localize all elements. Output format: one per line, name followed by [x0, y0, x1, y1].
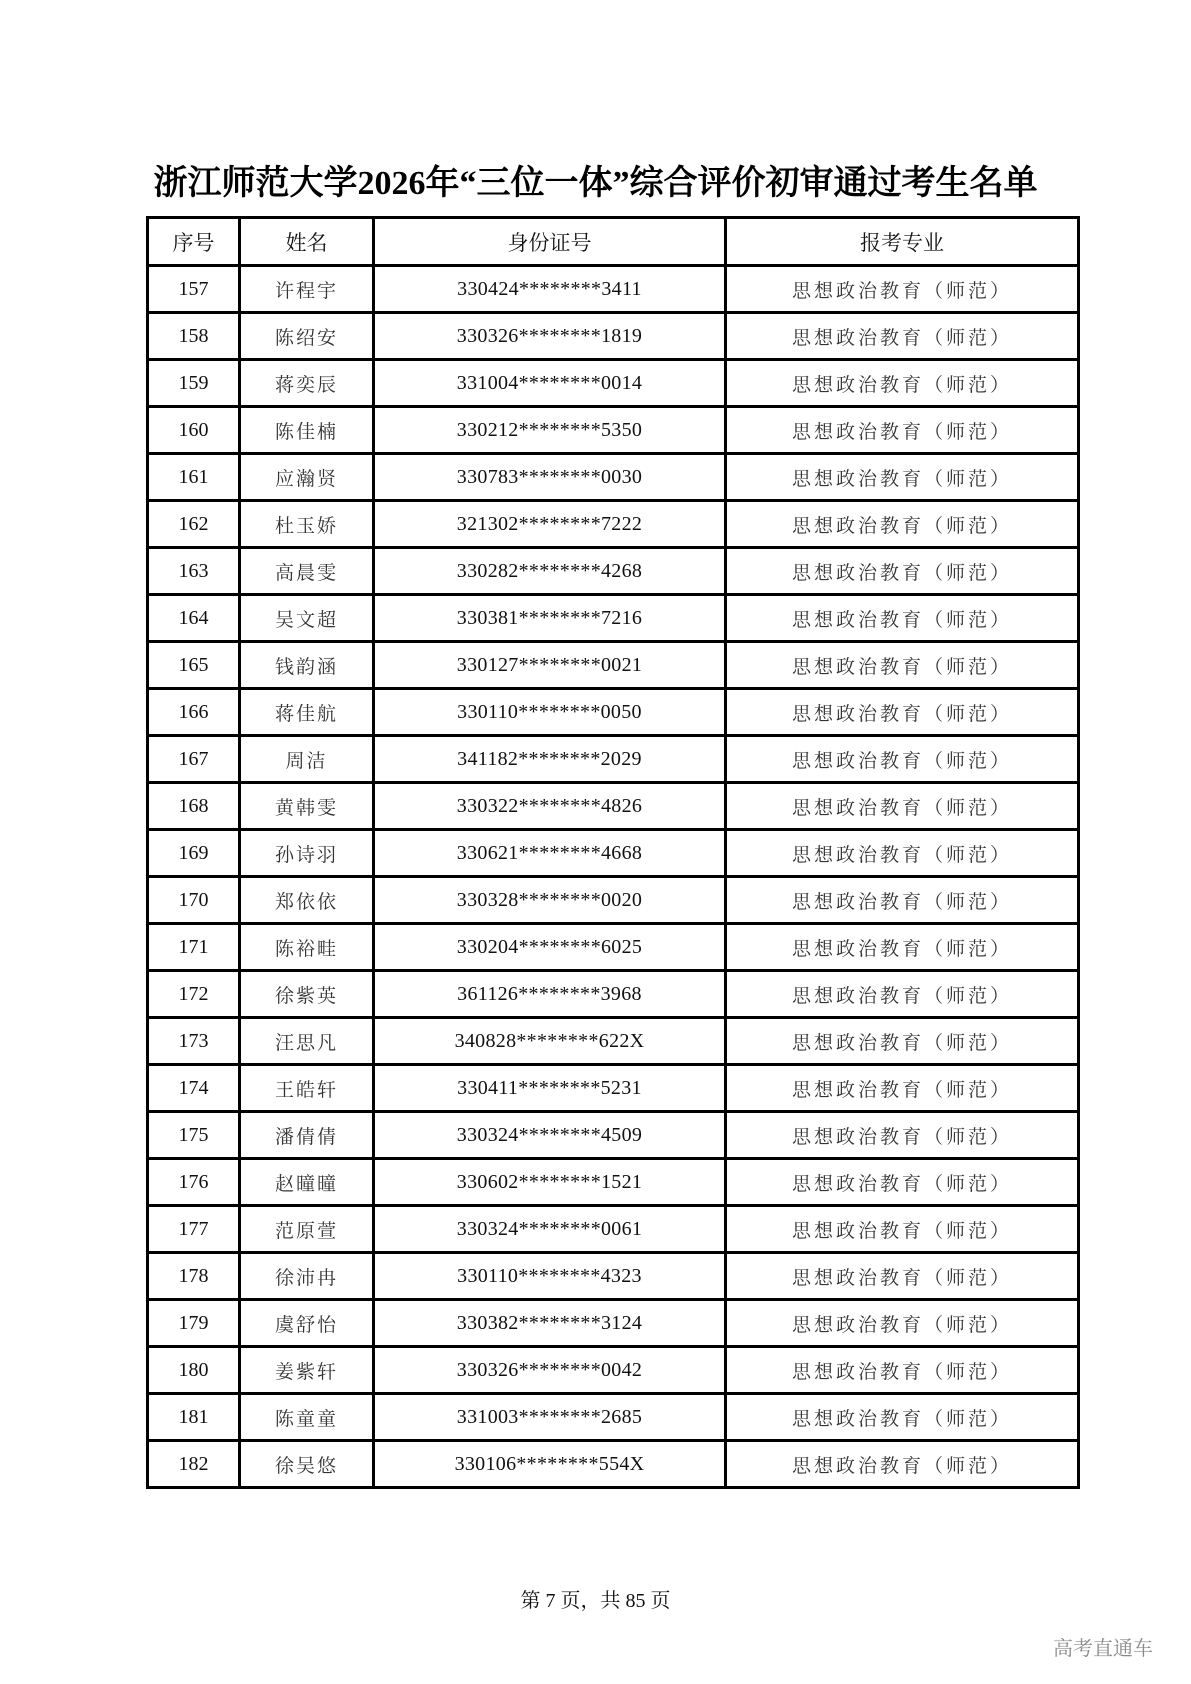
- row-seq: 164: [148, 595, 240, 642]
- table-row: [148, 1065, 1079, 1112]
- table-row: [148, 266, 1079, 313]
- table-row: [148, 1253, 1079, 1300]
- row-seq: 160: [148, 407, 240, 454]
- table-row: [148, 1300, 1079, 1347]
- row-major: 思想政治教育（师范）: [726, 1065, 1079, 1112]
- row-name: 徐吴悠: [240, 1441, 374, 1488]
- header-name: 姓名: [240, 218, 374, 266]
- row-major: 思想政治教育（师范）: [726, 1112, 1079, 1159]
- row-major: 思想政治教育（师范）: [726, 454, 1079, 501]
- row-name: 吴文超: [240, 595, 374, 642]
- row-name: 王皓轩: [240, 1065, 374, 1112]
- table-row: [148, 877, 1079, 924]
- row-major: 思想政治教育（师范）: [726, 407, 1079, 454]
- row-seq: 159: [148, 360, 240, 407]
- row-major: 思想政治教育（师范）: [726, 1394, 1079, 1441]
- row-seq: 178: [148, 1253, 240, 1300]
- row-seq: 158: [148, 313, 240, 360]
- row-major: 思想政治教育（师范）: [726, 783, 1079, 830]
- row-name: 孙诗羽: [240, 830, 374, 877]
- row-major: 思想政治教育（师范）: [726, 736, 1079, 783]
- row-id-number: 330328********0020: [374, 877, 726, 924]
- row-seq: 172: [148, 971, 240, 1018]
- table-row: [148, 1112, 1079, 1159]
- table-row: [148, 830, 1079, 877]
- table-row: [148, 454, 1079, 501]
- row-name: 许程宇: [240, 266, 374, 313]
- row-id-number: 321302********7222: [374, 501, 726, 548]
- row-seq: 175: [148, 1112, 240, 1159]
- row-name: 蒋奕辰: [240, 360, 374, 407]
- row-id-number: 330212********5350: [374, 407, 726, 454]
- row-major: 思想政治教育（师范）: [726, 830, 1079, 877]
- table-row: [148, 689, 1079, 736]
- row-major: 思想政治教育（师范）: [726, 360, 1079, 407]
- row-major: 思想政治教育（师范）: [726, 689, 1079, 736]
- row-major: 思想政治教育（师范）: [726, 1018, 1079, 1065]
- row-id-number: 361126********3968: [374, 971, 726, 1018]
- row-id-number: 330106********554X: [374, 1441, 726, 1488]
- table-row: [148, 1441, 1079, 1488]
- row-major: 思想政治教育（师范）: [726, 642, 1079, 689]
- row-id-number: 330602********1521: [374, 1159, 726, 1206]
- row-major: 思想政治教育（师范）: [726, 313, 1079, 360]
- row-name: 陈佳楠: [240, 407, 374, 454]
- row-id-number: 330324********4509: [374, 1112, 726, 1159]
- row-name: 潘倩倩: [240, 1112, 374, 1159]
- header-id-number: 身份证号: [374, 218, 726, 266]
- table-header-row: [148, 218, 1079, 266]
- row-id-number: 330783********0030: [374, 454, 726, 501]
- table-row: [148, 501, 1079, 548]
- row-seq: 162: [148, 501, 240, 548]
- row-name: 汪思凡: [240, 1018, 374, 1065]
- row-id-number: 341182********2029: [374, 736, 726, 783]
- row-seq: 173: [148, 1018, 240, 1065]
- row-seq: 168: [148, 783, 240, 830]
- row-id-number: 330381********7216: [374, 595, 726, 642]
- row-seq: 177: [148, 1206, 240, 1253]
- row-seq: 163: [148, 548, 240, 595]
- row-major: 思想政治教育（师范）: [726, 924, 1079, 971]
- table-row: [148, 736, 1079, 783]
- row-name: 钱韵涵: [240, 642, 374, 689]
- table-row: [148, 971, 1079, 1018]
- row-name: 郑依依: [240, 877, 374, 924]
- page-title: 浙江师范大学2026年“三位一体”综合评价初审通过考生名单: [153, 165, 1038, 202]
- watermark: 高考直通车: [1053, 1636, 1153, 1660]
- row-major: 思想政治教育（师范）: [726, 1347, 1079, 1394]
- row-major: 思想政治教育（师范）: [726, 1300, 1079, 1347]
- row-seq: 166: [148, 689, 240, 736]
- header-major: 报考专业: [726, 218, 1079, 266]
- row-seq: 161: [148, 454, 240, 501]
- row-id-number: 330204********6025: [374, 924, 726, 971]
- row-id-number: 340828********622X: [374, 1018, 726, 1065]
- table-row: [148, 1347, 1079, 1394]
- row-name: 应瀚贤: [240, 454, 374, 501]
- row-id-number: 330322********4826: [374, 783, 726, 830]
- header-seq: 序号: [148, 218, 240, 266]
- table-row: [148, 1018, 1079, 1065]
- row-major: 思想政治教育（师范）: [726, 971, 1079, 1018]
- row-name: 范原萱: [240, 1206, 374, 1253]
- row-name: 姜紫轩: [240, 1347, 374, 1394]
- row-seq: 157: [148, 266, 240, 313]
- page-number: 第 7 页，共 85 页: [520, 1590, 671, 1612]
- table-row: [148, 642, 1079, 689]
- table-row: [148, 1394, 1079, 1441]
- row-major: 思想政治教育（师范）: [726, 877, 1079, 924]
- table-row: [148, 360, 1079, 407]
- row-major: 思想政治教育（师范）: [726, 1441, 1079, 1488]
- row-seq: 174: [148, 1065, 240, 1112]
- row-major: 思想政治教育（师范）: [726, 1253, 1079, 1300]
- row-name: 杜玉娇: [240, 501, 374, 548]
- row-id-number: 330110********4323: [374, 1253, 726, 1300]
- row-id-number: 330127********0021: [374, 642, 726, 689]
- row-id-number: 330324********0061: [374, 1206, 726, 1253]
- row-major: 思想政治教育（师范）: [726, 1159, 1079, 1206]
- row-id-number: 330110********0050: [374, 689, 726, 736]
- table-row: [148, 595, 1079, 642]
- row-id-number: 330424********3411: [374, 266, 726, 313]
- row-major: 思想政治教育（师范）: [726, 266, 1079, 313]
- row-seq: 169: [148, 830, 240, 877]
- row-id-number: 330326********0042: [374, 1347, 726, 1394]
- row-seq: 179: [148, 1300, 240, 1347]
- row-seq: 170: [148, 877, 240, 924]
- table-row: [148, 924, 1079, 971]
- row-name: 徐紫英: [240, 971, 374, 1018]
- row-id-number: 330382********3124: [374, 1300, 726, 1347]
- table-row: [148, 1206, 1079, 1253]
- row-name: 黄韩雯: [240, 783, 374, 830]
- row-name: 虞舒怡: [240, 1300, 374, 1347]
- row-major: 思想政治教育（师范）: [726, 1206, 1079, 1253]
- row-name: 陈童童: [240, 1394, 374, 1441]
- row-id-number: 330282********4268: [374, 548, 726, 595]
- table-row: [148, 1159, 1079, 1206]
- row-major: 思想政治教育（师范）: [726, 501, 1079, 548]
- row-seq: 181: [148, 1394, 240, 1441]
- table-row: [148, 313, 1079, 360]
- row-seq: 165: [148, 642, 240, 689]
- row-seq: 180: [148, 1347, 240, 1394]
- row-id-number: 330411********5231: [374, 1065, 726, 1112]
- row-id-number: 331004********0014: [374, 360, 726, 407]
- candidate-table: [146, 216, 1080, 1489]
- row-seq: 171: [148, 924, 240, 971]
- row-major: 思想政治教育（师范）: [726, 548, 1079, 595]
- row-name: 陈裕畦: [240, 924, 374, 971]
- row-id-number: 330326********1819: [374, 313, 726, 360]
- row-name: 高晨雯: [240, 548, 374, 595]
- row-id-number: 330621********4668: [374, 830, 726, 877]
- row-id-number: 331003********2685: [374, 1394, 726, 1441]
- row-seq: 176: [148, 1159, 240, 1206]
- row-name: 赵曈曈: [240, 1159, 374, 1206]
- table-row: [148, 407, 1079, 454]
- row-major: 思想政治教育（师范）: [726, 595, 1079, 642]
- table-row: [148, 783, 1079, 830]
- row-name: 周洁: [240, 736, 374, 783]
- row-name: 徐沛冉: [240, 1253, 374, 1300]
- row-name: 陈绍安: [240, 313, 374, 360]
- row-name: 蒋佳航: [240, 689, 374, 736]
- row-seq: 167: [148, 736, 240, 783]
- row-seq: 182: [148, 1441, 240, 1488]
- table-row: [148, 548, 1079, 595]
